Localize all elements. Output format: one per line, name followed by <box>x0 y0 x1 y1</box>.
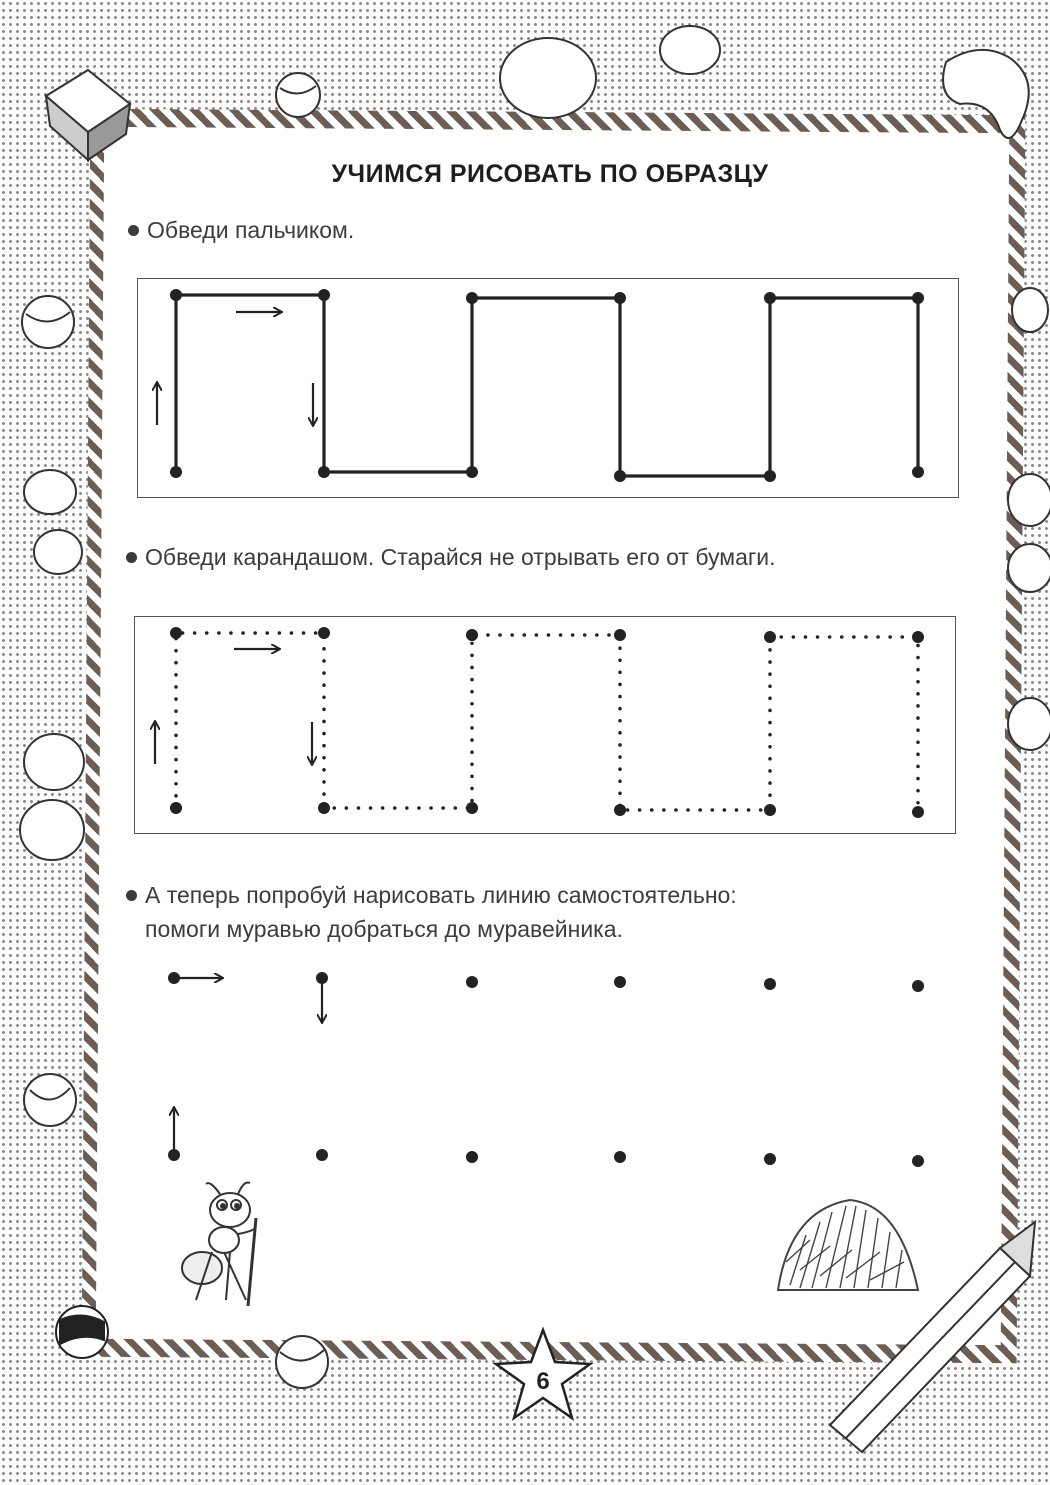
ant-icon <box>182 1182 256 1306</box>
balloon-icon <box>943 50 1029 138</box>
instruction-3-line2: помоги муравью добраться до муравейника. <box>145 916 623 942</box>
path-dot[interactable] <box>168 1149 180 1161</box>
free-drawing-dots[interactable] <box>168 972 924 1167</box>
ball-icon <box>276 1336 328 1388</box>
anthill-icon <box>778 1200 918 1290</box>
path-dot[interactable] <box>912 980 924 992</box>
path-dot <box>764 470 776 482</box>
path-dot <box>912 466 924 478</box>
balloon-icon <box>1008 288 1050 750</box>
path-dot[interactable] <box>466 976 478 988</box>
path-dot <box>170 802 182 814</box>
path-dot <box>614 804 626 816</box>
ball-icon <box>56 1306 108 1358</box>
balloon-icon <box>500 38 596 118</box>
dotted-meander-path[interactable] <box>170 627 924 818</box>
path-dot <box>466 466 478 478</box>
path-dot <box>318 627 330 639</box>
instruction-3-line1: А теперь попробуй нарисовать линию самостоятельно: <box>145 882 737 908</box>
path-dot[interactable] <box>614 976 626 988</box>
ball-icon <box>24 1074 76 1126</box>
page-title: УЧИМСЯ РИСОВАТЬ ПО ОБРАЗЦУ <box>331 160 769 188</box>
path-dot <box>614 292 626 304</box>
path-dot[interactable] <box>316 972 328 984</box>
path-dot <box>614 629 626 641</box>
path-dot <box>764 631 776 643</box>
instruction-1-text: Обведи пальчиком. <box>147 217 355 243</box>
path-dot <box>466 629 478 641</box>
path-dot <box>318 802 330 814</box>
path-dot <box>912 631 924 643</box>
path-dot <box>764 292 776 304</box>
path-dot[interactable] <box>466 1151 478 1163</box>
path-dot <box>912 806 924 818</box>
cube-icon <box>46 70 130 160</box>
path-dot[interactable] <box>764 978 776 990</box>
path-dot <box>466 802 478 814</box>
path-dot <box>764 804 776 816</box>
path-dot <box>614 470 626 482</box>
balloon-icon <box>20 470 84 860</box>
solid-meander-path[interactable] <box>170 289 924 482</box>
ball-icon <box>276 73 320 117</box>
path-dot[interactable] <box>764 1153 776 1165</box>
path-dot <box>170 627 182 639</box>
path-dot <box>466 292 478 304</box>
path-dot <box>318 289 330 301</box>
path-dot[interactable] <box>316 1149 328 1161</box>
path-dot <box>170 289 182 301</box>
page-number: 6 <box>536 1368 550 1395</box>
ball-icon <box>22 296 74 348</box>
balloon-icon <box>660 26 720 74</box>
end-dot[interactable] <box>912 1155 924 1167</box>
path-dot <box>170 466 182 478</box>
instruction-2-text: Обведи карандашом. Старайся не отрывать его от бумаги. <box>145 544 776 570</box>
path-dot <box>318 466 330 478</box>
path-dot[interactable] <box>614 1151 626 1163</box>
path-dot <box>912 292 924 304</box>
